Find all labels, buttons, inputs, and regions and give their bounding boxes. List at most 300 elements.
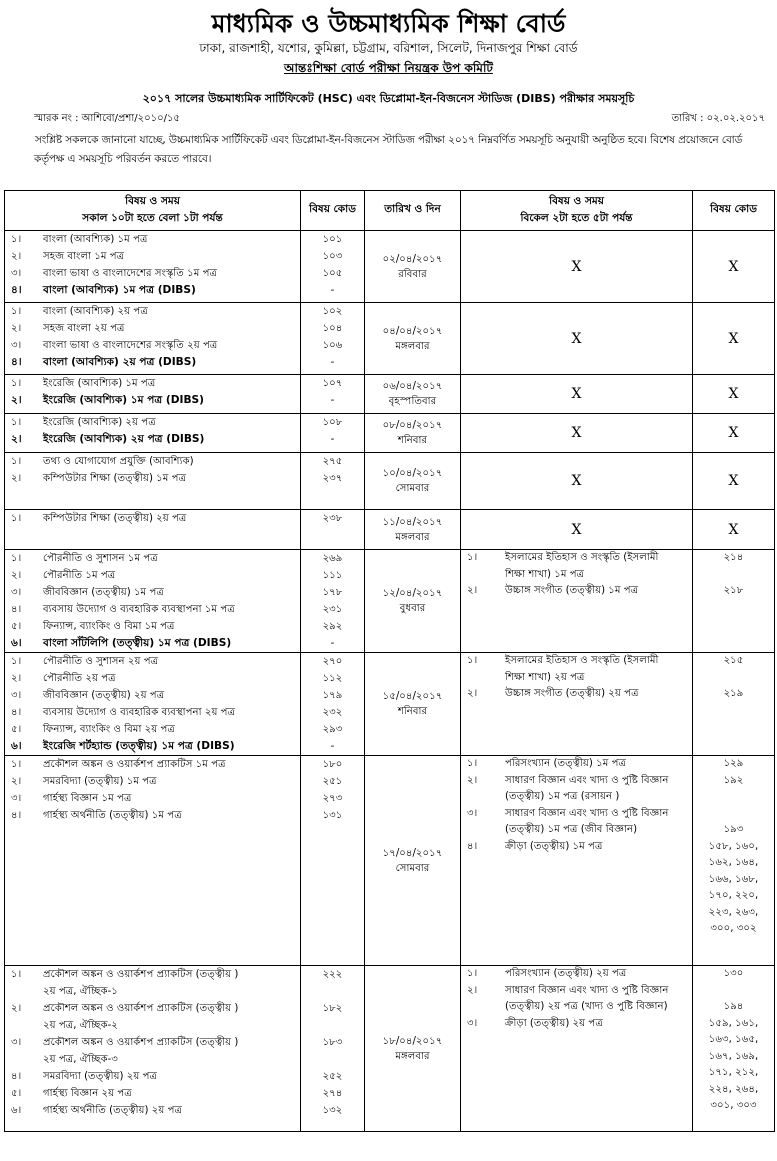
exam-day: মঙ্গলবার — [395, 1050, 430, 1062]
subject-code — [693, 806, 774, 823]
subject-code: ১৫৯, ১৬১, — [708, 1017, 759, 1029]
morning-subjects — [5, 453, 301, 510]
item-number: ২। — [11, 251, 22, 262]
subject-code: ২৩২ — [322, 707, 343, 718]
subject-code: ১৭৯ — [322, 690, 343, 701]
subject-code: ২৬৯ — [322, 553, 343, 564]
table-row — [5, 453, 775, 510]
afternoon-item — [461, 773, 692, 806]
subject-name: সহজ বাংলা ১ম পত্র — [43, 251, 125, 262]
table-row — [5, 414, 775, 453]
exam-date: ১১/০৪/২০১৭ — [382, 516, 443, 528]
item-number: ২। — [11, 570, 22, 581]
subject-name: প্রকৌশল অঙ্কন ও ওয়ার্কশপ প্র্যাকটিস ১ম পত্র — [43, 759, 226, 770]
exam-date-cell — [365, 653, 461, 756]
afternoon-item — [461, 653, 692, 686]
subject-name: ইসলামের ইতিহাস ও সংস্কৃতি (ইসলামী — [505, 552, 659, 563]
exam-date-cell — [365, 966, 461, 1132]
subject-code: ২১৯ — [723, 688, 744, 699]
item-number: ৩। — [11, 690, 22, 701]
subject-name: বাংলা (আবশ্যিক) ১ম পত্র (DIBS) — [43, 284, 196, 296]
subject-line — [5, 983, 300, 1000]
subject-name: বাংলা (আবশ্যিক) ২য় পত্র — [43, 306, 148, 317]
subject-name: ক্রীড়া (তত্ত্বীয়) ১ম পত্র — [505, 840, 603, 852]
subject-line — [5, 756, 300, 773]
subject-name: জীববিজ্ঞান (তত্ত্বীয়) ২য় পত্র — [43, 690, 165, 701]
subject-line — [5, 1000, 300, 1017]
afternoon-codes — [693, 756, 775, 966]
subject-name: ক্রীড়া (তত্ত্বীয়) ২য় পত্র — [505, 1017, 603, 1029]
committee-line — [0, 60, 777, 80]
exam-day: বুধবার — [399, 603, 426, 614]
subject-code: ১০৫ — [322, 268, 343, 279]
morning-subjects — [5, 510, 301, 550]
morning-subjects — [5, 550, 301, 653]
subject-line — [5, 1085, 300, 1102]
afternoon-item — [461, 550, 692, 583]
subject-code: ২২৪, ২৬৪, — [708, 1083, 759, 1095]
notice-date: তারিখ : ০২.০২.২০১৭ — [671, 113, 765, 124]
subject-code: - — [330, 357, 335, 368]
subject-code: ২১৫ — [723, 655, 744, 666]
subject-code: ২১৪ — [723, 552, 744, 563]
exam-day: রবিবার — [398, 268, 427, 280]
afternoon-code-none-mark: X — [693, 510, 775, 550]
subject-line — [5, 510, 300, 527]
subject-code: ১০৪ — [322, 323, 343, 334]
subject-line — [5, 375, 300, 392]
table-row — [5, 510, 775, 550]
subject-line — [5, 282, 300, 299]
exam-routine-table — [4, 190, 775, 1132]
subject-line — [5, 687, 300, 704]
routine-title: ২০১৭ সালের উচ্চমাধ্যমিক সার্টিফিকেট (HSC) এবং ডিপ্লোমা-ইন-বিজনেস স্টাডিজ (DIBS) পরীক্ষার সময়সূচি — [142, 92, 635, 105]
item-number: ৩। — [11, 793, 22, 804]
subject-code: - — [330, 638, 335, 649]
subject-name: ইংরেজি (আবশ্যিক) ২য় পত্র (DIBS) — [43, 433, 205, 445]
afternoon-none-mark: X — [461, 510, 693, 550]
subject-code — [301, 1017, 364, 1034]
item-number: ৪। — [11, 707, 22, 718]
subject-code: ১০৩ — [322, 251, 343, 262]
morning-subjects — [5, 653, 301, 756]
item-number: ২। — [467, 984, 478, 996]
subject-line — [5, 1068, 300, 1085]
subject-code — [693, 670, 774, 687]
subject-name: বাংলা ভাষা ও বাংলাদেশের সংস্কৃতি ২য় পত্র — [43, 340, 218, 351]
subject-line — [5, 1051, 300, 1068]
item-number: ৩। — [467, 1017, 478, 1029]
subject-code: - — [330, 395, 335, 406]
afternoon-none-mark: X — [461, 453, 693, 510]
subject-code: ১৬৬, ১৬৮, — [708, 873, 759, 885]
subject-line — [5, 431, 300, 448]
item-number: ৬। — [11, 1105, 22, 1116]
table-row — [5, 231, 775, 303]
subject-name: প্রকৌশল অঙ্কন ও ওয়ার্কশপ প্র্যাকটিস (তত্ত্বীয় ) — [43, 1037, 239, 1048]
subject-name: ফিন্যান্স, ব্যাংকিং ও বিমা ২য় পত্র — [43, 724, 175, 735]
exam-day: সোমবার — [395, 862, 430, 874]
subject-line — [5, 550, 300, 567]
item-number: ৫। — [11, 1088, 22, 1099]
item-number: ১। — [11, 234, 22, 245]
subject-code: ১৯২ — [723, 774, 744, 786]
subject-code: ১১২ — [322, 673, 343, 684]
item-number: ৪। — [11, 356, 22, 368]
subject-code: ১০৮ — [322, 417, 343, 428]
afternoon-codes — [693, 966, 775, 1132]
header-code: বিষয় কোড — [301, 191, 365, 231]
item-number: ১। — [11, 656, 22, 667]
subject-line — [5, 320, 300, 337]
morning-codes — [301, 756, 365, 966]
item-number: ২। — [11, 473, 22, 484]
subject-code: ২৭৪ — [322, 1088, 343, 1099]
exam-date-cell — [365, 375, 461, 414]
afternoon-code-none-mark: X — [693, 453, 775, 510]
subject-code: ২৩৭ — [322, 473, 343, 484]
item-number: ৩। — [11, 587, 22, 598]
subject-line — [5, 303, 300, 320]
subject-line — [5, 966, 300, 983]
item-number: ৩। — [11, 268, 22, 279]
subject-name: (তত্ত্বীয়) ১ম পত্র (জীব বিজ্ঞান) — [505, 824, 638, 835]
morning-codes — [301, 414, 365, 453]
morning-codes — [301, 653, 365, 756]
subject-code: ১০৬ — [322, 340, 343, 351]
subject-name: সাধারণ বিজ্ঞান এবং খাদ্য ও পুষ্টি বিজ্ঞান — [505, 984, 669, 996]
subject-line — [5, 337, 300, 354]
subject-code: ১০৭ — [322, 378, 343, 389]
item-number: ৪। — [467, 840, 478, 852]
afternoon-item — [461, 983, 692, 1016]
exam-date: ০৪/০৪/২০১৭ — [382, 325, 443, 337]
subject-name: সাধারণ বিজ্ঞান এবং খাদ্য ও পুষ্টি বিজ্ঞান — [505, 774, 669, 786]
morning-subjects — [5, 303, 301, 375]
subject-line — [5, 567, 300, 584]
subject-code: ১৬২, ১৬৪, — [708, 857, 759, 868]
subject-line — [5, 738, 300, 755]
afternoon-item — [461, 839, 692, 856]
subject-code: ২৩৮ — [322, 513, 343, 524]
subject-code: ২৭৩ — [322, 793, 343, 804]
afternoon-subjects — [461, 756, 693, 966]
subject-code: ১৭০, ২২০, — [708, 890, 759, 901]
exam-date-cell — [365, 756, 461, 966]
afternoon-code-none-mark: X — [693, 414, 775, 453]
subject-code: ১৬৩, ১৬৫, — [708, 1034, 759, 1045]
table-row — [5, 966, 775, 1132]
subject-name: পৌরনীতি ২য় পত্র — [43, 673, 116, 684]
subject-name: ব্যবসায় উদ্যোগ ও ব্যবহারিক ব্যবস্থাপনা ১ম পত্র — [43, 604, 235, 615]
subject-code: - — [330, 285, 335, 296]
subject-name: ইংরেজি (আবশ্যিক) ১ম পত্র (DIBS) — [43, 394, 204, 406]
subject-line — [5, 453, 300, 470]
subject-code: ১৩২ — [322, 1105, 343, 1116]
table-row — [5, 550, 775, 653]
exam-date: ০৮/০৪/২০১৭ — [382, 420, 443, 431]
subject-code: ১৯৪ — [723, 1001, 744, 1012]
item-number: ২। — [467, 688, 478, 699]
subject-line — [5, 354, 300, 371]
subject-code — [301, 1051, 364, 1068]
subject-code: ২২৩, ২৬৩, — [708, 906, 759, 918]
subject-name: সাধারণ বিজ্ঞান এবং খাদ্য ও পুষ্টি বিজ্ঞান — [505, 807, 669, 819]
exam-date: ১২/০৪/২০১৭ — [382, 588, 443, 599]
morning-codes — [301, 966, 365, 1132]
exam-day: মঙ্গলবার — [395, 531, 430, 543]
exam-day: বৃহস্পতিবার — [388, 396, 437, 407]
morning-codes — [301, 303, 365, 375]
exam-date-cell — [365, 231, 461, 303]
morning-subjects — [5, 375, 301, 414]
memo-number: স্মারক নং : আশিবো/প্রশা/২০১০/১৫ — [34, 113, 180, 124]
item-number: ৫। — [11, 724, 22, 735]
item-number: ১। — [11, 553, 22, 564]
item-number: ১। — [11, 456, 22, 467]
item-number: ১। — [11, 969, 22, 980]
subject-code: ১৭১, ২১২, — [708, 1067, 759, 1078]
subject-code: ২৯২ — [322, 621, 343, 632]
item-number: ১। — [11, 759, 22, 770]
subject-line — [5, 1102, 300, 1119]
item-number: ৪। — [11, 604, 22, 615]
subject-name: ব্যবসায় উদ্যোগ ও ব্যবহারিক ব্যবস্থাপনা ২য় পত্র — [43, 707, 236, 718]
exam-date-cell — [365, 550, 461, 653]
subject-name: সমরবিদ্যা (তত্ত্বীয়) ২য় পত্র — [43, 1071, 157, 1082]
subject-name: প্রকৌশল অঙ্কন ও ওয়ার্কশপ প্র্যাকটিস (তত্ত্বীয় ) — [43, 969, 239, 980]
item-number: ৪। — [11, 284, 22, 296]
subject-code: ১৩০ — [723, 968, 744, 979]
committee-title: আন্তঃশিক্ষা বোর্ড পরীক্ষা নিয়ন্ত্রক উপ কমিটি — [284, 61, 493, 75]
afternoon-codes — [693, 653, 775, 756]
exam-date: ০৬/০৪/২০১৭ — [382, 381, 443, 392]
subject-name: কম্পিউটার শিক্ষা (তত্ত্বীয়) ১ম পত্র — [43, 473, 187, 484]
subject-name: ২য় পত্র, ঐচ্ছিক-২ — [43, 1020, 118, 1031]
morning-codes — [301, 375, 365, 414]
afternoon-subjects — [461, 966, 693, 1132]
subject-line — [5, 231, 300, 248]
morning-codes — [301, 550, 365, 653]
afternoon-none-mark: X — [461, 231, 693, 303]
afternoon-item — [461, 686, 692, 703]
subject-name: (তত্ত্বীয়) ১ম পত্র (রসায়ন ) — [505, 791, 620, 802]
item-number: ২। — [11, 673, 22, 684]
exam-date: ১৫/০৪/২০১৭ — [382, 691, 443, 702]
subject-name: গার্হস্থ্য বিজ্ঞান ১ম পত্র — [43, 793, 132, 804]
intro-paragraph: সংশ্লিষ্ট সকলকে জানানো যাচ্ছে, উচ্চমাধ্যমিক সার্টিফিকেট এবং ডিপ্লোমা-ইন-বিজনেস স্টাডিজ পরীক্ষা ২০১৭ নিম্নবর্ণিত সময়সূচি অনুযায়ী অনুষ্ঠিত হবে। বিশেষ প্রয়োজনে বোর্ড কর্তৃপক্ষ এ সময়সূচি পরিবর্তন করতে পারবে। — [34, 134, 743, 165]
item-number: ১। — [467, 655, 478, 666]
subject-line — [5, 414, 300, 431]
subject-name: (তত্ত্বীয়) ২য় পত্র (খাদ্য ও পুষ্টি বিজ্ঞান) — [505, 1001, 668, 1012]
subject-code: ৩০০, ৩০২ — [710, 923, 757, 934]
exam-date-cell — [365, 453, 461, 510]
subject-name: ২য় পত্র, ঐচ্ছিক-৩ — [43, 1054, 118, 1065]
afternoon-item — [461, 583, 692, 600]
item-number: ১। — [11, 513, 22, 524]
subject-name: ২য় পত্র, ঐচ্ছিক-১ — [43, 986, 118, 997]
afternoon-code-none-mark: X — [693, 231, 775, 303]
subject-code: ১১১ — [322, 570, 343, 581]
board-cities: ঢাকা, রাজশাহী, যশোর, কুমিল্লা, চট্টগ্রাম, বরিশাল, সিলেট, দিনাজপুর শিক্ষা বোর্ড — [199, 41, 578, 55]
subject-line — [5, 1034, 300, 1051]
subject-code — [693, 983, 774, 1000]
morning-codes — [301, 510, 365, 550]
item-number: ১। — [467, 968, 478, 979]
subject-line — [5, 584, 300, 601]
subject-name: শিক্ষা শাখা) ১ম পত্র — [505, 568, 585, 580]
subject-name: গার্হস্থ্য বিজ্ঞান ২য় পত্র — [43, 1088, 132, 1099]
item-number: ১। — [11, 378, 22, 389]
subject-line — [5, 601, 300, 618]
subject-code: ২৭৫ — [322, 456, 343, 467]
subject-name: সহজ বাংলা ২য় পত্র — [43, 323, 125, 334]
subject-code — [301, 983, 364, 1000]
subject-name: বাংলা (আবশ্যিক) ২য় পত্র (DIBS) — [43, 356, 197, 368]
subject-name: তথ্য ও যোগাযোগ প্রযুক্তি (আবশ্যিক) — [43, 456, 194, 467]
afternoon-none-mark: X — [461, 414, 693, 453]
subject-name: গার্হস্থ্য অর্থনীতি (তত্ত্বীয়) ২য় পত্র — [43, 1105, 183, 1116]
subject-name: ইংরেজি (আবশ্যিক) ২য় পত্র — [43, 417, 156, 428]
subject-code: ২৫২ — [322, 1071, 343, 1082]
afternoon-subjects — [461, 550, 693, 653]
exam-date-cell — [365, 303, 461, 375]
subject-name: পরিসংখ্যান (তত্ত্বীয়) ১ম পত্র — [505, 758, 627, 769]
subject-name: কম্পিউটার শিক্ষা (তত্ত্বীয়) ২য় পত্র — [43, 513, 187, 524]
subject-line — [5, 618, 300, 635]
subject-name: বাংলা ভাষা ও বাংলাদেশের সংস্কৃতি ১ম পত্র — [43, 268, 218, 279]
item-number: ২। — [11, 323, 22, 334]
subject-code: ১৮৩ — [322, 1037, 343, 1048]
subject-code: ১০১ — [322, 234, 343, 245]
subject-name: ইসলামের ইতিহাস ও সংস্কৃতি (ইসলামী — [505, 655, 659, 666]
subject-line — [5, 790, 300, 807]
subject-code — [693, 789, 774, 806]
morning-subjects — [5, 756, 301, 966]
afternoon-code-none-mark: X — [693, 375, 775, 414]
exam-date: ১০/০৪/২০১৭ — [382, 468, 443, 479]
item-number: ৪। — [11, 1071, 22, 1082]
subject-code: ২৭০ — [322, 656, 343, 667]
board-title: মাধ্যমিক ও উচ্চমাধ্যমিক শিক্ষা বোর্ড — [211, 9, 566, 38]
item-number: ১। — [11, 306, 22, 317]
subject-line — [5, 670, 300, 687]
item-number: ৩। — [467, 807, 478, 819]
exam-day: মঙ্গলবার — [395, 340, 430, 352]
subject-code: ১৮২ — [322, 1003, 343, 1014]
afternoon-item — [461, 806, 692, 839]
item-number: ৫। — [11, 621, 22, 632]
subject-name: গার্হস্থ্য অর্থনীতি (তত্ত্বীয়) ১ম পত্র — [43, 810, 182, 821]
subject-code: ১৯৩ — [723, 824, 744, 835]
subject-name: ফিন্যান্স, ব্যাংকিং ও বিমা ১ম পত্র — [43, 621, 175, 632]
subject-code: ২৯৩ — [322, 724, 343, 735]
subject-name: ইংরেজি (আবশ্যিক) ১ম পত্র — [43, 378, 156, 389]
item-number: ২। — [11, 776, 22, 787]
subject-code: ২৩১ — [322, 604, 343, 615]
exam-day: সোমবার — [395, 483, 430, 494]
exam-day: শনিবার — [397, 435, 428, 446]
exam-date-cell — [365, 414, 461, 453]
exam-date-cell — [365, 510, 461, 550]
subject-code: ১২৯ — [723, 758, 744, 769]
item-number: ১। — [11, 417, 22, 428]
item-number: ২। — [467, 585, 478, 596]
item-number: ৩। — [11, 340, 22, 351]
subject-code: ২২২ — [322, 969, 343, 980]
subject-code: ১৩১ — [322, 810, 343, 821]
item-number: ৬। — [11, 740, 22, 752]
morning-subjects — [5, 414, 301, 453]
afternoon-item — [461, 966, 692, 983]
subject-code: ১৮০ — [322, 759, 343, 770]
header-morning: বিষয় ও সময় সকাল ১০টা হতে বেলা ১টা পর্যন্ত — [5, 191, 301, 231]
subject-name: বাংলা সাঁটলিপি (তত্ত্বীয়) ১ম পত্র (DIBS) — [43, 637, 232, 649]
subject-code: - — [330, 434, 335, 445]
subject-line — [5, 265, 300, 282]
subject-name: উচ্চাঙ্গ সংগীত (তত্ত্বীয়) ২য় পত্র — [505, 688, 639, 699]
afternoon-item — [461, 1016, 692, 1033]
subject-name: পৌরনীতি ও সুশাসন ১ম পত্র — [43, 553, 158, 564]
subject-name: জীববিজ্ঞান (তত্ত্বীয়) ১ম পত্র — [43, 587, 164, 598]
subject-name: শিক্ষা শাখা) ২য় পত্র — [505, 671, 585, 683]
header-afternoon: বিষয় ও সময় বিকেল ২টা হতে ৫টা পর্যন্ত — [461, 191, 693, 231]
header-date: তারিখ ও দিন — [365, 191, 461, 231]
subject-line — [5, 248, 300, 265]
subject-name: পরিসংখ্যান (তত্ত্বীয়) ২য় পত্র — [505, 968, 627, 979]
subject-name: পৌরনীতি ও সুশাসন ২য় পত্র — [43, 656, 159, 667]
item-number: ১। — [467, 758, 478, 769]
subject-code — [693, 567, 774, 584]
item-number: ২। — [11, 1003, 22, 1014]
table-header-row — [5, 191, 775, 231]
afternoon-code-none-mark: X — [693, 303, 775, 375]
exam-date: ১৭/০৪/২০১৭ — [382, 847, 443, 859]
item-number: ৪। — [11, 810, 22, 821]
subject-line — [5, 470, 300, 487]
item-number: ৬। — [11, 637, 22, 649]
item-number: ৩। — [11, 1037, 22, 1048]
morning-subjects — [5, 966, 301, 1132]
afternoon-none-mark: X — [461, 375, 693, 414]
table-row — [5, 303, 775, 375]
subject-code: ১০২ — [322, 306, 343, 317]
exam-day: শনিবার — [397, 706, 428, 717]
morning-codes — [301, 231, 365, 303]
item-number: ২। — [11, 433, 22, 445]
subject-name: উচ্চাঙ্গ সংগীত (তত্ত্বীয়) ১ম পত্র — [505, 585, 639, 596]
subject-line — [5, 704, 300, 721]
subject-code: ২৫১ — [322, 776, 343, 787]
subject-code: ১৭৮ — [322, 587, 343, 598]
subject-code: - — [330, 741, 335, 752]
morning-codes — [301, 453, 365, 510]
header-code-2: বিষয় কোড — [693, 191, 775, 231]
item-number: ২। — [11, 394, 22, 406]
subject-code: ১৬৭, ১৬৯, — [708, 1050, 759, 1062]
subject-line — [5, 1017, 300, 1034]
item-number: ১। — [467, 552, 478, 563]
subject-code: ২১৮ — [723, 585, 744, 596]
subject-line — [5, 807, 300, 824]
afternoon-item — [461, 756, 692, 773]
subject-name: সমরবিদ্যা (তত্ত্বীয়) ১ম পত্র — [43, 776, 157, 787]
exam-date: ০২/০৪/২০১৭ — [382, 253, 443, 265]
subject-name: ইংরেজি শর্টহ্যান্ড (তত্ত্বীয়) ১ম পত্র (DIBS) — [43, 740, 235, 752]
subject-line — [5, 721, 300, 738]
afternoon-subjects — [461, 653, 693, 756]
subject-code: ১৫৮, ১৬০, — [708, 840, 759, 852]
